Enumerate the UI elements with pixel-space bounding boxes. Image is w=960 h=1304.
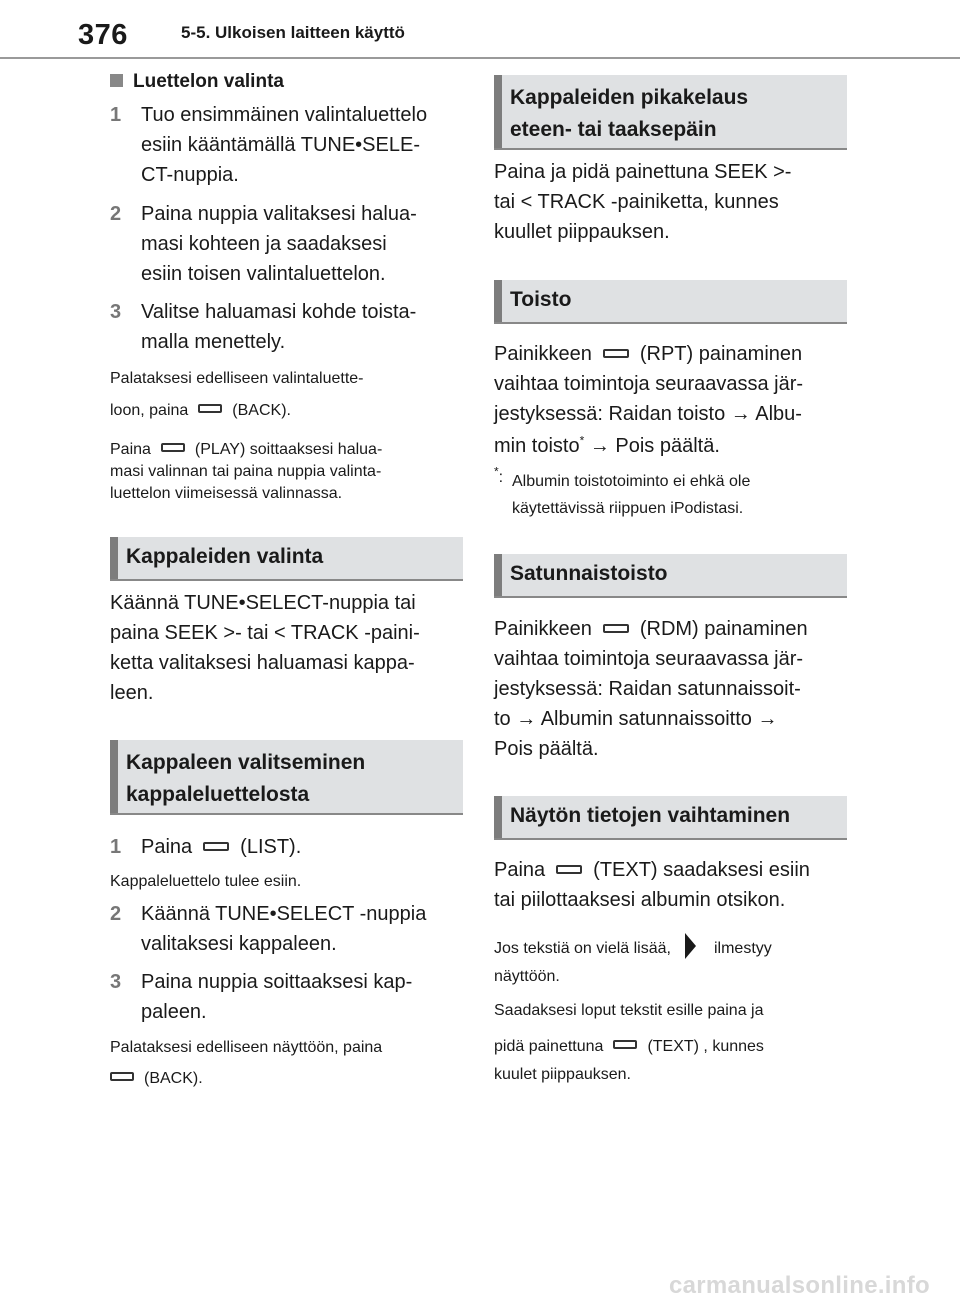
play-button-icon	[161, 443, 185, 452]
section-box-toisto: Toisto	[494, 280, 847, 324]
back-button-icon	[198, 404, 222, 413]
header-divider	[0, 57, 960, 59]
naytto-text: Paina (TEXT) saadaksesi esiin tai piilottaaksesi albumin otsikon.	[494, 859, 810, 911]
luettelo-note-play: Paina (PLAY) soittaaksesi halua- masi valinnan tai paina nuppia valinta- luettelon viimeisessä valinnassa.	[110, 441, 383, 502]
pikakelaus-text: Paina ja pidä painettuna SEEK >- tai < TRACK -painiketta, kunnes kuullet piippauksen.	[494, 161, 792, 243]
luettelo-step-1: 1 Tuo ensimmäinen valintaluettelo esiin kääntämällä TUNE•SELE- CT-nuppia.	[110, 104, 428, 186]
luettelo-step-3: 3 Valitse haluamasi kohde toista- malla menettely.	[110, 301, 417, 353]
luettelo-note-back: Palataksesi edelliseen valintaluette- loon, paina (BACK).	[110, 370, 364, 419]
section-box-naytto: Näytön tietojen vaihtaminen	[494, 796, 847, 840]
luettelo-step-2: 2 Paina nuppia valitaksesi halua- masi kohteen ja saadaksesi esiin toisen valintaluettelon.	[110, 203, 417, 285]
toisto-footnote: *: Albumin toistotoiminto ei ehkä ole käytettävissä riippuen iPodistasi.	[494, 464, 751, 517]
back-button-icon	[110, 1072, 134, 1081]
rdm-button-icon	[603, 624, 629, 633]
toisto-text: Painikkeen (RPT) painaminen vaihtaa toimintoja seuraavassa jär- jestyksessä: Raidan toisto → Albu- min toisto* → Pois päältä.	[494, 343, 804, 457]
section-title: 5-5. Ulkoisen laitteen käyttö	[181, 23, 405, 42]
section-box-kappaleiden-valinta: Kappaleiden valinta	[110, 537, 463, 581]
kappaleluettelo-step-2: 2 Käännä TUNE•SELECT -nuppia valitaksesi kappaleen.	[110, 903, 427, 955]
text-button-icon	[613, 1040, 637, 1049]
satunnaistoisto-text: Painikkeen (RDM) painaminen vaihtaa toimintoja seuraavassa jär- jestyksessä: Raidan satunnaissoit- to → Albumin satunnaissoitto → Pois päältä.	[494, 618, 808, 760]
text-button-icon	[556, 865, 582, 874]
kappaleluettelo-note-back: Palataksesi edelliseen näyttöön, paina (BACK).	[110, 1039, 383, 1087]
watermark: carmanualsonline.info	[668, 1272, 930, 1299]
luettelo-heading: Luettelon valinta	[110, 69, 462, 95]
kappaleluettelo-step-1: 1 Paina (LIST).	[110, 836, 302, 858]
kappaleluettelo-note: Kappaleluettelo tulee esiin.	[110, 873, 302, 890]
square-bullet-icon	[110, 74, 123, 87]
section-box-satunnaistoisto: Satunnaistoisto	[494, 554, 847, 598]
naytto-note-hold: Saadaksesi loput tekstit esille paina ja pidä painettuna (TEXT) , kunnes kuulet piippauksen.	[494, 1002, 764, 1083]
arrow-right-icon	[685, 933, 696, 959]
section-box-kappaleluettelosta: Kappaleen valitseminen kappaleluettelosta	[110, 740, 463, 815]
rpt-button-icon	[603, 349, 629, 358]
kappaleiden-valinta-text: Käännä TUNE•SELECT-nuppia tai paina SEEK >- tai < TRACK -paini- ketta valitaksesi haluamasi kappa- leen.	[110, 592, 420, 704]
naytto-note-more: Jos tekstiä on vielä lisää, ilmestyy näyttöön.	[494, 933, 846, 991]
list-button-icon	[203, 842, 229, 851]
page-number: 376	[78, 19, 128, 51]
section-box-pikakelaus: Kappaleiden pikakelaus eteen- tai taaksepäin	[494, 75, 847, 150]
kappaleluettelo-step-3: 3 Paina nuppia soittaaksesi kap- paleen.	[110, 971, 413, 1023]
